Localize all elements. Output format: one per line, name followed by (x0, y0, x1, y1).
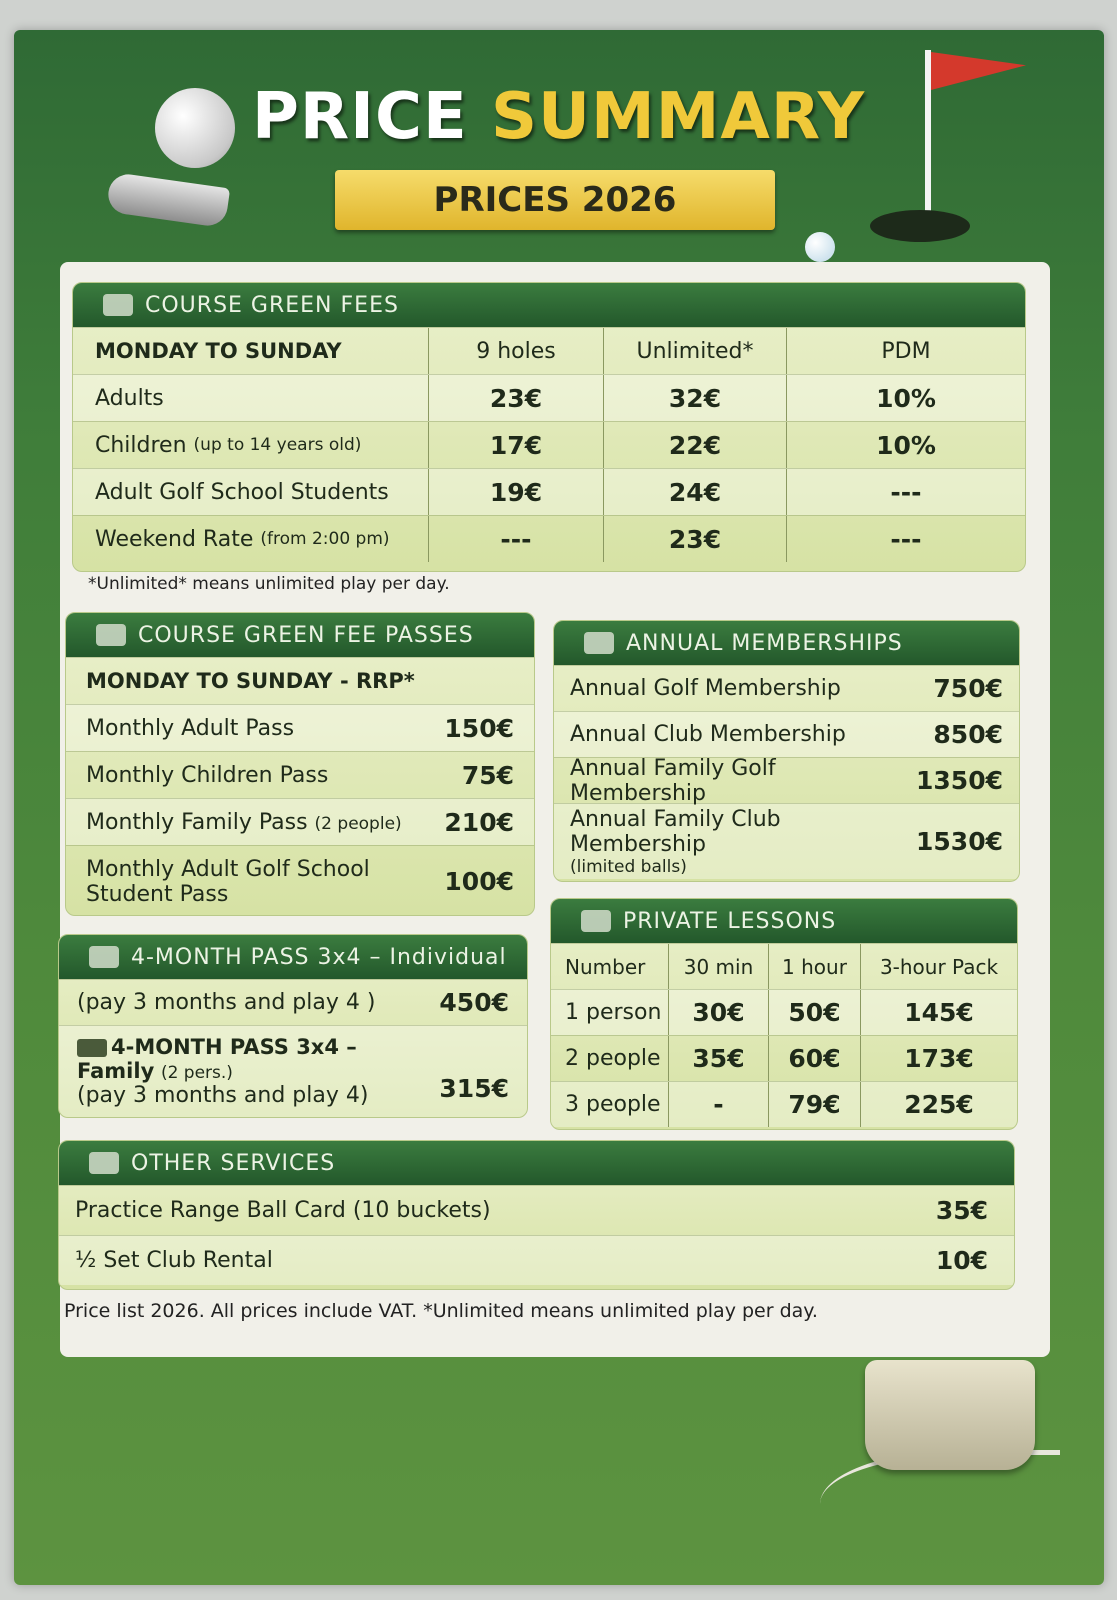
golf-cart-icon (865, 1360, 1035, 1470)
table-row (73, 468, 1025, 515)
golf-hole-icon (870, 210, 970, 242)
item-label: ½ Set Club Rental (75, 1248, 273, 1273)
title-word-summary: SUMMARY (490, 80, 866, 154)
green-fees-panel (72, 282, 1026, 572)
cell-value: --- (890, 524, 922, 554)
item-label-sub: (2 people) (314, 813, 402, 834)
table-header-row (73, 327, 1025, 374)
cell-value: - (669, 1082, 769, 1127)
row-label (73, 516, 429, 562)
green-fees-title: COURSE GREEN FEES (145, 292, 399, 318)
column-header: 30 min (669, 944, 769, 989)
item-price: 35€ (935, 1196, 988, 1225)
passes-header (66, 613, 534, 657)
cell-value: 50€ (769, 990, 861, 1035)
cell-value: 23€ (604, 516, 787, 562)
cell-value: 145€ (904, 998, 974, 1027)
item-price: 1530€ (916, 827, 1003, 856)
list-item (59, 1185, 1014, 1235)
person-icon (89, 946, 119, 968)
row-label-sub: (up to 14 years old) (193, 435, 362, 455)
column-header: 1 hour (769, 944, 861, 989)
table-row (73, 515, 1025, 562)
item-label: Annual Club Membership (570, 722, 846, 747)
page-title (0, 80, 1117, 154)
item-label: (pay 3 months and play 4 ) (77, 990, 376, 1015)
column-header: 9 holes (429, 328, 604, 374)
cell-value: 173€ (904, 1044, 974, 1073)
cell-value: 79€ (769, 1082, 861, 1127)
footer-note: Price list 2026. All prices include VAT. *Unlimited means unlimited play per day. (64, 1300, 818, 1322)
annual-memberships-panel (553, 620, 1020, 882)
column-header: MONDAY TO SUNDAY (73, 328, 429, 374)
list-item (59, 1025, 527, 1117)
row-label (73, 469, 429, 515)
ticket-icon (96, 624, 126, 646)
row-label-text: Children (95, 432, 187, 458)
column-header: Number (551, 944, 669, 989)
private-lessons-panel (550, 898, 1018, 1130)
passes-title: COURSE GREEN FEE PASSES (138, 622, 474, 648)
green-fees-header (73, 283, 1025, 327)
item-label: Annual Family Golf Membership (570, 755, 776, 806)
row-label (73, 375, 429, 421)
table-row (551, 989, 1017, 1035)
table-row (73, 374, 1025, 421)
table-row (73, 421, 1025, 468)
other-services-title: OTHER SERVICES (131, 1150, 336, 1176)
row-label: 3 people (551, 1082, 669, 1127)
list-item (59, 979, 527, 1025)
cell-value: 60€ (769, 1036, 861, 1081)
row-label-sub: (from 2:00 pm) (260, 529, 390, 549)
family-pass-desc: (pay 3 months and play 4) (77, 1083, 369, 1108)
list-item (66, 751, 534, 798)
list-item (66, 704, 534, 751)
row-label-text: Weekend Rate (95, 526, 254, 552)
family-pass-sub: (2 pers.) (160, 1063, 233, 1083)
row-label-text: Adults (95, 385, 164, 411)
list-item (66, 798, 534, 845)
memberships-title: ANNUAL MEMBERSHIPS (626, 630, 903, 656)
card-icon (584, 632, 614, 654)
table-row (551, 1035, 1017, 1081)
item-price: 315€ (439, 1074, 509, 1103)
table-header-row (551, 943, 1017, 989)
list-item (554, 711, 1019, 757)
lessons-title: PRIVATE LESSONS (623, 908, 837, 934)
cell-value: 32€ (604, 375, 787, 421)
passes-subhead-text: MONDAY TO SUNDAY - RRP* (86, 669, 415, 693)
small-golf-ball-icon (805, 232, 835, 262)
row-label: 1 person (551, 990, 669, 1035)
unlimited-note: *Unlimited* means unlimited play per day. (88, 574, 450, 594)
item-price: 850€ (933, 720, 1003, 749)
item-price: 10€ (935, 1246, 988, 1275)
green-fee-passes-panel (65, 612, 535, 916)
four-month-pass-panel (58, 934, 528, 1118)
memberships-header (554, 621, 1019, 665)
row-label: 2 people (551, 1036, 669, 1081)
column-header: PDM (881, 338, 931, 364)
column-header: Unlimited* (604, 328, 787, 374)
cell-value: --- (429, 516, 604, 562)
four-month-title: 4-MONTH PASS 3x4 – Individual (131, 944, 507, 970)
item-label: Annual Golf Membership (570, 676, 841, 701)
family-pass-title (77, 1035, 439, 1083)
item-price: 750€ (933, 674, 1003, 703)
cell-value: 10% (876, 430, 936, 460)
cell-value: 30€ (669, 990, 769, 1035)
item-label: Monthly Children Pass (86, 762, 329, 788)
cell-value: 22€ (604, 422, 787, 468)
item-label: Practice Range Ball Card (10 buckets) (75, 1198, 491, 1223)
table-row (551, 1081, 1017, 1127)
item-label-line2: Student Pass (86, 881, 229, 907)
item-label (86, 810, 402, 835)
cell-value: 24€ (604, 469, 787, 515)
family-pass-title-text: 4-MONTH PASS 3x4 – Family (77, 1035, 357, 1083)
cell-value: 35€ (669, 1036, 769, 1081)
cell-value: --- (890, 477, 922, 507)
cell-value: 17€ (429, 422, 604, 468)
four-month-header (59, 935, 527, 979)
golf-ball-icon (103, 294, 133, 316)
instructor-icon (581, 910, 611, 932)
item-label-line2: (limited balls) (570, 856, 687, 877)
other-services-header (59, 1141, 1014, 1185)
title-word-price: PRICE (251, 80, 468, 154)
list-item (66, 845, 534, 916)
list-item (554, 665, 1019, 711)
list-item (554, 803, 1019, 879)
cell-value: 225€ (904, 1090, 974, 1119)
list-item (59, 1235, 1014, 1285)
item-price: 75€ (461, 760, 514, 790)
year-ribbon: PRICES 2026 (335, 170, 775, 230)
list-item (554, 755, 1019, 806)
cell-value: 10% (876, 383, 936, 413)
item-price: 210€ (444, 807, 514, 837)
item-price: 1350€ (916, 766, 1003, 795)
cell-value: 23€ (429, 375, 604, 421)
item-label (77, 1035, 439, 1108)
passes-subhead (66, 657, 534, 704)
row-label (73, 422, 429, 468)
column-header: 3-hour Pack (879, 954, 999, 979)
item-label-line1: Annual Family Club Membership (570, 806, 781, 857)
lessons-header (551, 899, 1017, 943)
item-price: 100€ (444, 867, 514, 896)
cell-value: 19€ (429, 469, 604, 515)
item-label-line1: Monthly Adult Golf School (86, 856, 370, 882)
family-icon (77, 1039, 107, 1057)
item-label (570, 807, 916, 877)
item-price: 150€ (444, 713, 514, 743)
golf-bag-icon (89, 1152, 119, 1174)
item-label-text: Monthly Family Pass (86, 809, 308, 835)
item-label: Monthly Adult Pass (86, 715, 295, 741)
row-label-text: Adult Golf School Students (95, 479, 389, 505)
other-services-panel (58, 1140, 1015, 1290)
item-price: 450€ (439, 988, 509, 1017)
item-label (86, 857, 370, 907)
